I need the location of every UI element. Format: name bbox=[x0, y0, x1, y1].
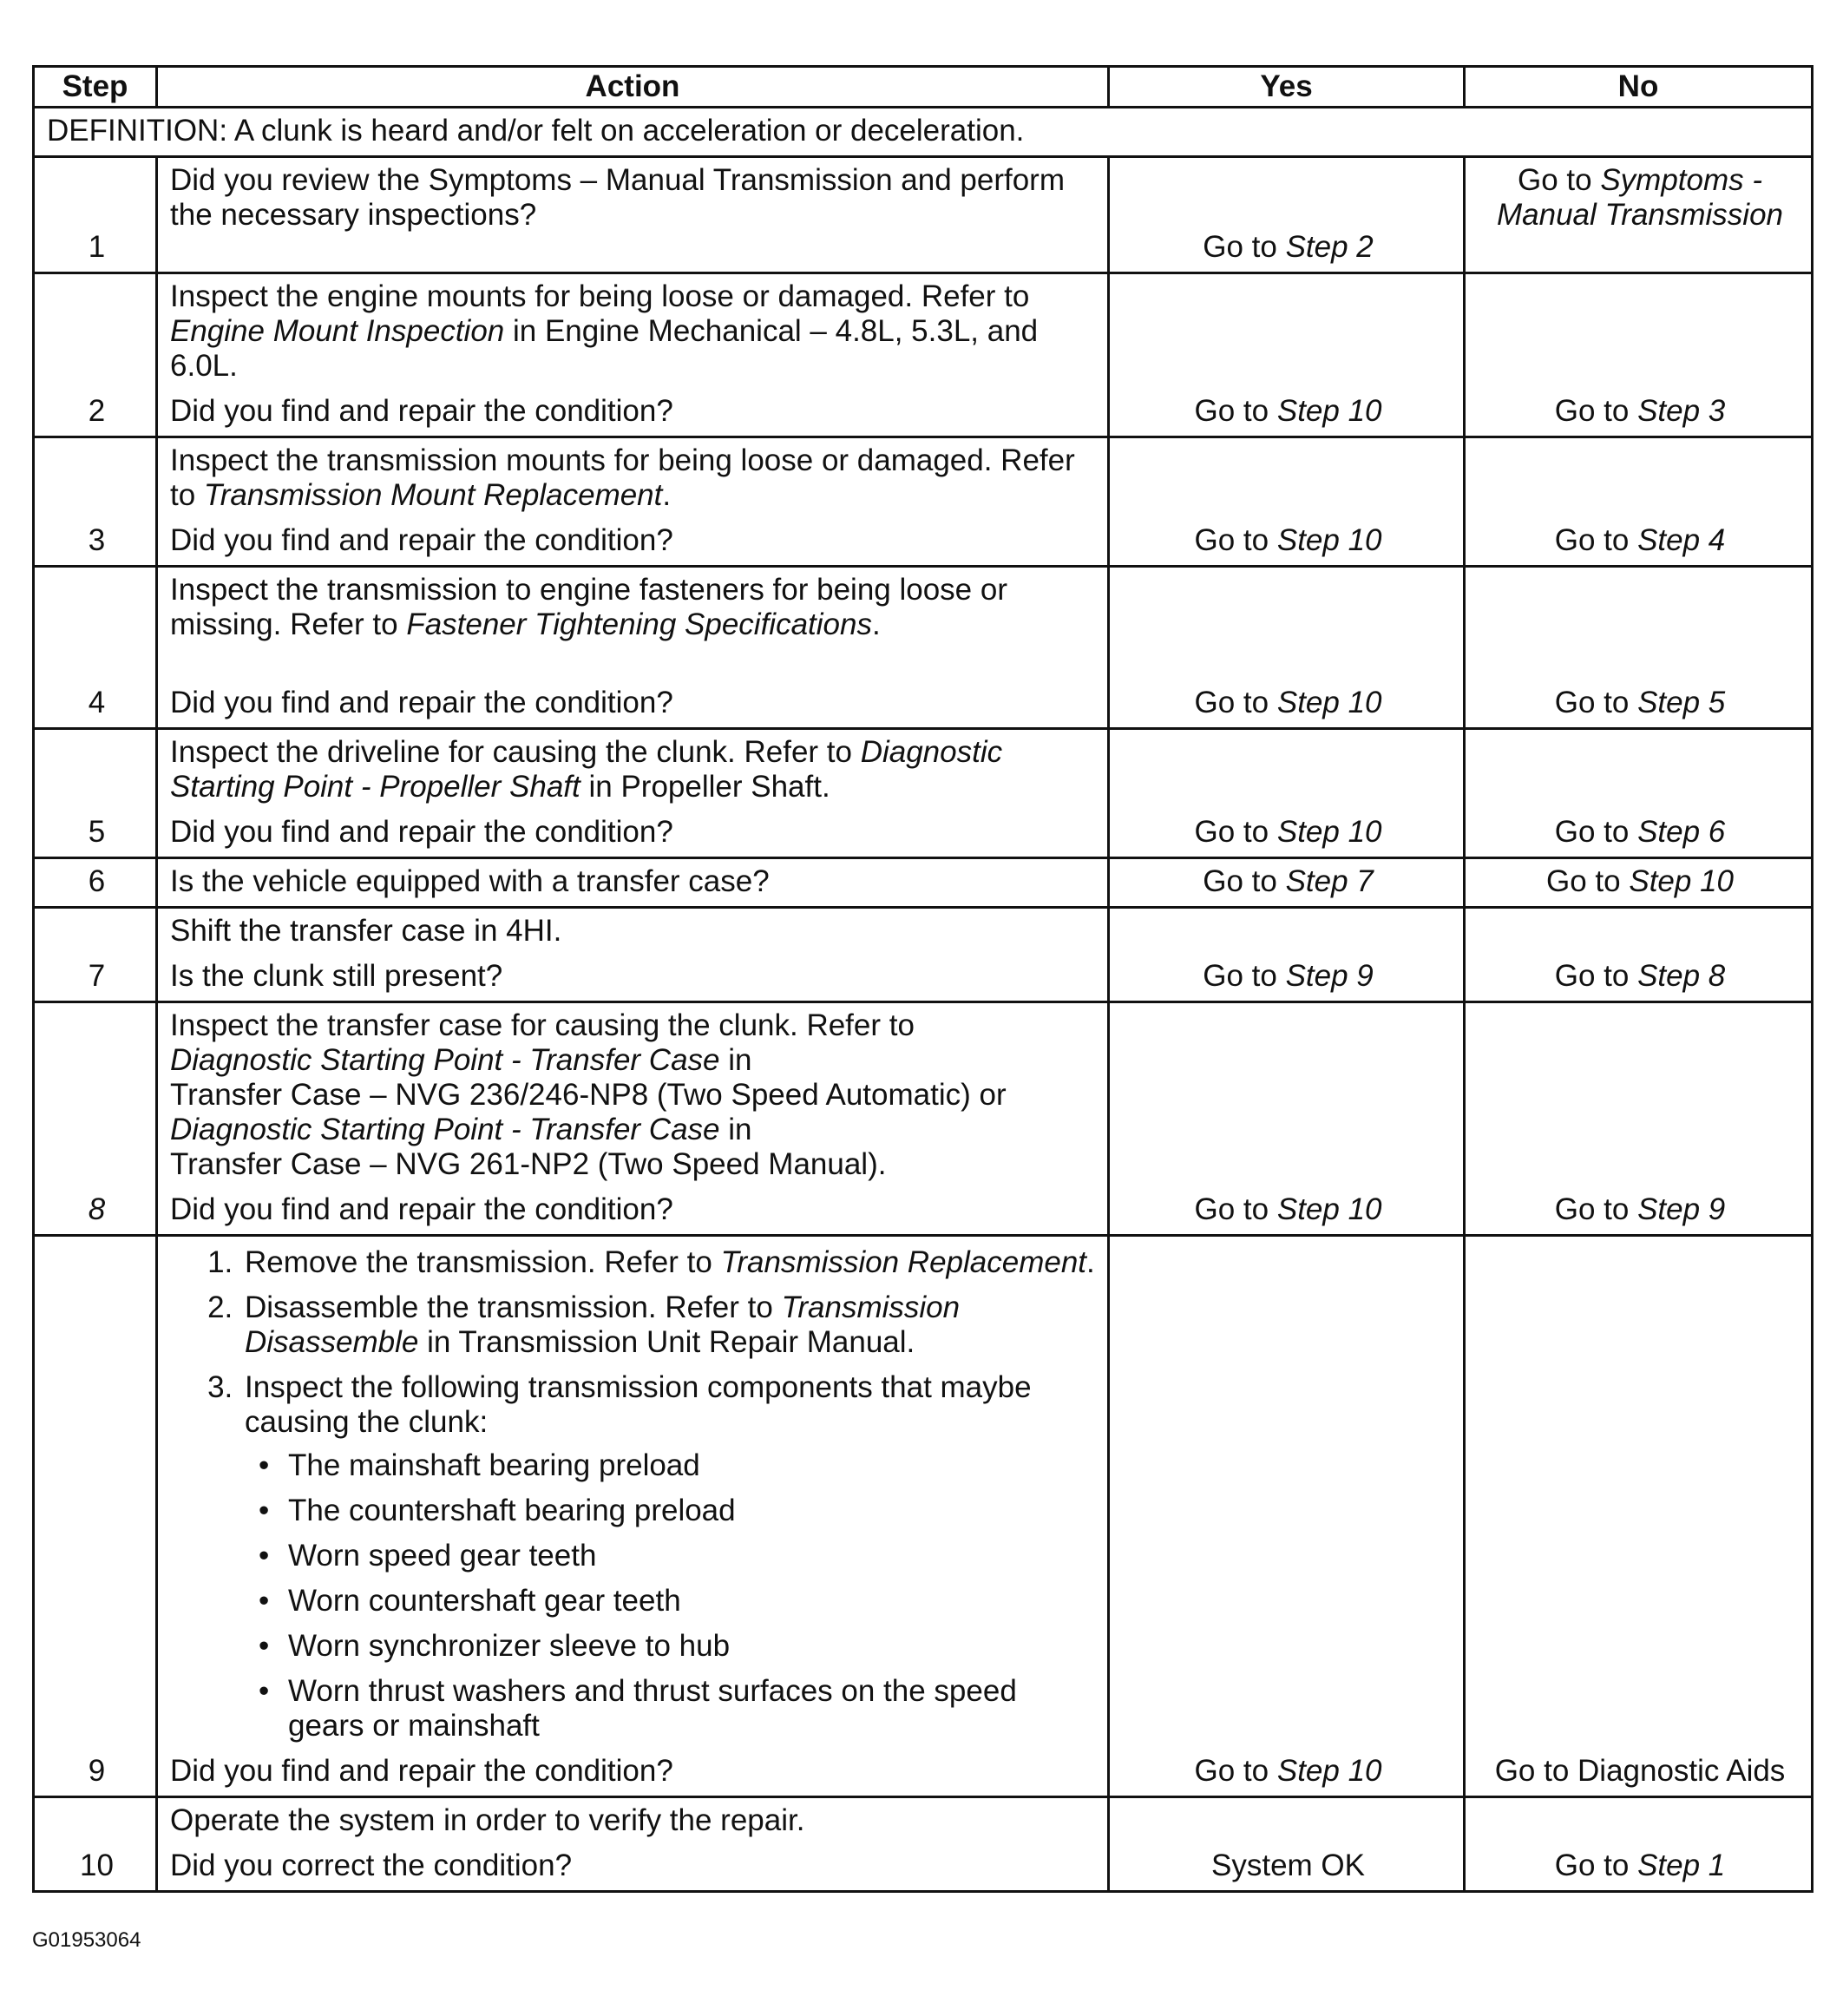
procedure-item bbox=[241, 1290, 1099, 1360]
table-row bbox=[34, 858, 1813, 908]
question-text: Did you find and repair the condition? bbox=[170, 815, 673, 849]
table-row bbox=[34, 567, 1813, 729]
definition-row bbox=[34, 108, 1813, 157]
action-text-part: in Transmission Unit Repair Manual. bbox=[418, 1325, 915, 1359]
table-row bbox=[34, 157, 1813, 273]
step-number: 2 bbox=[34, 273, 157, 437]
action-text bbox=[170, 735, 1099, 804]
action-text-part: . bbox=[871, 607, 881, 641]
step-number: 9 bbox=[34, 1236, 157, 1797]
step-number: 1 bbox=[34, 157, 157, 273]
action-text: Did you review the Symptoms – Manual Transmission and perform the necessary inspections? bbox=[170, 163, 1065, 232]
header-step: Step bbox=[34, 67, 157, 108]
step-number: 4 bbox=[34, 567, 157, 729]
action-cell bbox=[157, 567, 1109, 729]
step-number: 3 bbox=[34, 437, 157, 567]
action-text bbox=[170, 279, 1099, 384]
question-text: Did you find and repair the condition? bbox=[170, 1192, 673, 1226]
yes-cell bbox=[1109, 157, 1465, 273]
question-text: Is the clunk still present? bbox=[170, 959, 503, 993]
action-text: Transfer Case – NVG 236/246-NP8 (Two Speed Automatic) or bbox=[170, 1078, 1007, 1112]
action-text bbox=[170, 573, 1099, 642]
step-number-text: 8 bbox=[88, 1192, 106, 1226]
go-to-label: Go to bbox=[1554, 1849, 1630, 1882]
yes-cell bbox=[1109, 567, 1465, 729]
no-cell bbox=[1465, 157, 1813, 273]
no-link[interactable]: Step 9 bbox=[1637, 1192, 1726, 1226]
question-text: Did you find and repair the condition? bbox=[170, 1754, 673, 1788]
go-to-label: Go to bbox=[1554, 1192, 1630, 1226]
go-to-label: Go to bbox=[1554, 686, 1630, 719]
list-item: • The mainshaft bearing preload bbox=[285, 1448, 1099, 1483]
table-row bbox=[34, 1236, 1813, 1797]
go-to-label: Go to bbox=[1194, 523, 1269, 557]
component-list bbox=[245, 1448, 1099, 1743]
step-number bbox=[34, 1002, 157, 1236]
procedure-item bbox=[241, 1245, 1099, 1280]
yes-cell bbox=[1109, 1002, 1465, 1236]
reference-link[interactable]: Diagnostic Starting Point - Transfer Case bbox=[170, 1043, 720, 1077]
step-number: 7 bbox=[34, 908, 157, 1002]
action-text: Shift the transfer case in 4HI. bbox=[170, 914, 562, 948]
table-row bbox=[34, 1797, 1813, 1892]
go-to-label: Go to bbox=[1194, 394, 1269, 428]
no-link[interactable]: Step 5 bbox=[1637, 686, 1726, 719]
list-item: • Worn countershaft gear teeth bbox=[285, 1584, 1099, 1619]
yes-link[interactable]: Step 10 bbox=[1276, 1192, 1382, 1226]
yes-cell bbox=[1109, 273, 1465, 437]
go-to-label: Go to bbox=[1194, 1192, 1269, 1226]
action-cell bbox=[157, 1236, 1109, 1797]
action-text bbox=[170, 1113, 1099, 1147]
no-cell bbox=[1465, 1236, 1813, 1797]
action-cell bbox=[157, 273, 1109, 437]
action-cell bbox=[157, 437, 1109, 567]
action-text-part: Inspect the transmission mounts for being loose or damaged. Refer to bbox=[170, 443, 1075, 512]
action-text-part: Disassemble the transmission. Refer to bbox=[245, 1290, 782, 1324]
action-text-part: . bbox=[662, 478, 672, 512]
go-to-label: Go to bbox=[1554, 959, 1630, 993]
action-cell bbox=[157, 1002, 1109, 1236]
go-to-label: Go to bbox=[1203, 959, 1277, 993]
action-text bbox=[170, 1043, 1099, 1078]
question-text: Did you find and repair the condition? bbox=[170, 394, 673, 428]
yes-link[interactable]: Step 10 bbox=[1276, 686, 1382, 719]
header-no: No bbox=[1465, 67, 1813, 108]
action-cell bbox=[157, 1797, 1109, 1892]
go-to-label: Go to bbox=[1194, 815, 1269, 849]
reference-link[interactable]: Fastener Tightening Specifications bbox=[406, 607, 872, 641]
yes-cell bbox=[1109, 1236, 1465, 1797]
action-text: Transfer Case – NVG 261-NP2 (Two Speed Manual). bbox=[170, 1147, 887, 1181]
go-to-label: Go to bbox=[1203, 230, 1277, 264]
reference-link[interactable]: Diagnostic Starting Point - Transfer Case bbox=[170, 1113, 720, 1146]
go-to-label: Go to bbox=[1194, 1754, 1269, 1788]
reference-link[interactable]: Transmission Replacement bbox=[720, 1245, 1087, 1279]
yes-cell bbox=[1109, 1797, 1465, 1892]
header-row bbox=[34, 67, 1813, 108]
question-text: Did you correct the condition? bbox=[170, 1849, 573, 1882]
system-ok-text: System OK bbox=[1211, 1849, 1365, 1882]
header-yes: Yes bbox=[1109, 67, 1465, 108]
yes-link[interactable]: Step 10 bbox=[1276, 523, 1382, 557]
figure-id: G01953064 bbox=[32, 1928, 141, 1952]
yes-link[interactable]: Step 2 bbox=[1285, 230, 1374, 264]
no-cell bbox=[1465, 1797, 1813, 1892]
list-item: • Worn synchronizer sleeve to hub bbox=[285, 1629, 1099, 1664]
yes-link[interactable]: Step 9 bbox=[1285, 959, 1374, 993]
yes-cell bbox=[1109, 858, 1465, 908]
yes-link[interactable]: Step 10 bbox=[1276, 394, 1382, 428]
diagnostic-table bbox=[32, 65, 1813, 1893]
go-to-label: Go to bbox=[1517, 163, 1592, 197]
no-link[interactable]: Go to Diagnostic Aids bbox=[1494, 1754, 1786, 1788]
action-text-part: in bbox=[719, 1043, 752, 1077]
action-text-part: Inspect the following transmission components that maybe causing the clunk: bbox=[245, 1370, 1032, 1439]
action-text-part: . bbox=[1086, 1245, 1095, 1279]
list-item: • The countershaft bearing preload bbox=[285, 1494, 1099, 1528]
no-link[interactable]: Step 4 bbox=[1637, 523, 1726, 557]
step-number: 6 bbox=[34, 858, 157, 908]
action-text: Inspect the transfer case for causing the clunk. Refer to bbox=[170, 1008, 915, 1042]
no-cell bbox=[1465, 437, 1813, 567]
reference-link[interactable]: Engine Mount Inspection bbox=[170, 314, 505, 348]
go-to-label: Go to bbox=[1554, 394, 1630, 428]
table-row bbox=[34, 437, 1813, 567]
no-cell bbox=[1465, 729, 1813, 858]
action-text-part: Inspect the transmission to engine fasteners for being loose or missing. Refer to bbox=[170, 573, 1007, 641]
action-text bbox=[170, 443, 1099, 513]
action-cell bbox=[157, 908, 1109, 1002]
table-row bbox=[34, 273, 1813, 437]
table-row bbox=[34, 908, 1813, 1002]
reference-link[interactable]: Diagnostic Starting Point - Propeller Shaft bbox=[170, 735, 1003, 804]
action-text-part: Inspect the driveline for causing the clunk. Refer to bbox=[170, 735, 861, 769]
go-to-label: Go to bbox=[1554, 815, 1630, 849]
yes-cell bbox=[1109, 437, 1465, 567]
no-cell bbox=[1465, 567, 1813, 729]
go-to-label: Go to bbox=[1546, 864, 1621, 898]
go-to-label: Go to bbox=[1194, 686, 1269, 719]
list-item: • Worn thrust washers and thrust surfaces on the speed gears or mainshaft bbox=[285, 1674, 1099, 1743]
list-item: • Worn speed gear teeth bbox=[285, 1539, 1099, 1573]
yes-link[interactable]: Step 10 bbox=[1276, 1754, 1382, 1788]
no-cell bbox=[1465, 858, 1813, 908]
step-number: 10 bbox=[34, 1797, 157, 1892]
no-cell bbox=[1465, 1002, 1813, 1236]
question-text: Did you find and repair the condition? bbox=[170, 523, 673, 557]
action-cell bbox=[157, 858, 1109, 908]
step-number: 5 bbox=[34, 729, 157, 858]
no-link[interactable]: Step 3 bbox=[1637, 394, 1726, 428]
no-link[interactable]: Step 1 bbox=[1637, 1849, 1726, 1882]
table-row bbox=[34, 729, 1813, 858]
action-cell bbox=[157, 729, 1109, 858]
no-link[interactable]: Step 10 bbox=[1629, 864, 1734, 898]
action-text-part: in bbox=[719, 1113, 752, 1146]
header-action: Action bbox=[157, 67, 1109, 108]
question-text: Did you find and repair the condition? bbox=[170, 686, 673, 719]
table-row bbox=[34, 1002, 1813, 1236]
yes-cell bbox=[1109, 908, 1465, 1002]
no-cell bbox=[1465, 908, 1813, 1002]
action-text-part: in Propeller Shaft. bbox=[580, 770, 830, 804]
action-text-part: Remove the transmission. Refer to bbox=[245, 1245, 721, 1279]
no-cell bbox=[1465, 273, 1813, 437]
action-text-part: Inspect the engine mounts for being loose or damaged. Refer to bbox=[170, 279, 1030, 313]
action-text: Operate the system in order to verify the repair. bbox=[170, 1803, 805, 1837]
yes-link[interactable]: Step 7 bbox=[1285, 864, 1374, 898]
reference-link[interactable]: Transmission Mount Replacement bbox=[203, 478, 663, 512]
definition-text: DEFINITION: A clunk is heard and/or felt on acceleration or deceleration. bbox=[34, 108, 1813, 157]
yes-cell bbox=[1109, 729, 1465, 858]
go-to-label: Go to bbox=[1203, 864, 1277, 898]
action-cell bbox=[157, 157, 1109, 273]
reference-link[interactable]: Transmission Disassemble bbox=[245, 1290, 961, 1359]
procedure-item bbox=[241, 1370, 1099, 1743]
procedure-list bbox=[170, 1245, 1099, 1743]
action-text: Is the vehicle equipped with a transfer case? bbox=[170, 864, 770, 898]
no-link[interactable]: Step 6 bbox=[1637, 815, 1726, 849]
action-text-part: in Engine Mechanical – 4.8L, 5.3L, and 6.0L. bbox=[170, 314, 1039, 383]
no-link[interactable]: Symptoms - Manual Transmission bbox=[1496, 163, 1784, 232]
yes-link[interactable]: Step 10 bbox=[1276, 815, 1382, 849]
go-to-label: Go to bbox=[1554, 523, 1630, 557]
no-link[interactable]: Step 8 bbox=[1637, 959, 1726, 993]
